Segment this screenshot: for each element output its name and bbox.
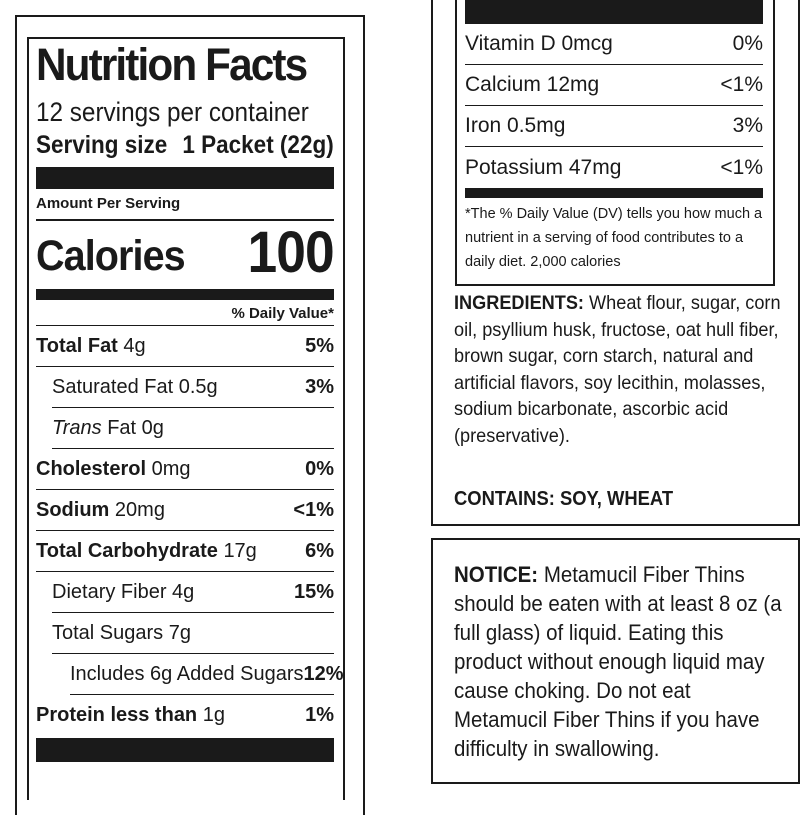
vitamin-label: Calcium 12mg [465,73,600,96]
nutrient-row-saturated-fat [52,367,334,408]
bottom-divider [36,738,334,762]
nutrient-dv: 6% [305,539,334,562]
vitamin-dv: 3% [732,114,763,137]
nutrient-amount: 17g [223,539,257,562]
nutrient-amount: 0.5g [178,375,218,398]
nutrient-name: Saturated Fat [52,375,174,398]
medium-divider [465,188,763,198]
ingredients-label: INGREDIENTS: [454,292,584,314]
calories-row [36,219,334,287]
nutrient-name: Sodium [36,498,110,521]
nutrient-name: Total Fat [36,334,118,357]
nutrient-row-dietary-fiber [52,572,334,613]
vitamin-label: Iron 0.5mg [465,114,566,137]
nutrient-row-total-carbohydrate [36,531,334,572]
calories-value: 100 [247,220,334,285]
nutrient-row-sodium [36,490,334,531]
nutrient-dv: 0% [305,457,334,480]
vitamin-dv: <1% [720,155,763,179]
nutrient-amount: 1g [202,704,225,726]
nutrient-row-cholesterol [36,449,334,490]
nutrient-dv: 5% [305,334,334,357]
medium-divider [36,289,334,300]
top-divider [465,0,763,24]
vitamin-label: Vitamin D 0mcg [465,32,613,55]
nutrient-name: Cholesterol [36,457,147,480]
thick-divider [36,167,334,189]
nutrient-dv: 3% [305,375,334,398]
nutrient-row-protein [36,695,334,736]
notice-text: Metamucil Fiber Thins should be eaten with at least 8 oz (a full glass) of liquid. Eating this product without enough liquid may cause choking. Do not eat Metamucil Fiber Thins if you have difficulty in swallowing. [454,562,782,761]
nutrient-name: Protein less than [36,704,198,726]
nutrient-row-added-sugars [70,654,344,695]
serving-size-value: 1 Packet (22g) [182,131,334,159]
nutrient-row-total-fat [36,326,334,367]
nutrient-amount: 4g [123,334,146,357]
nutrition-facts-panel [36,38,344,762]
nutrient-row-trans-fat [52,408,334,449]
allergen-contains: CONTAINS: SOY, WHEAT [454,488,674,510]
serving-size-label: Serving size [36,131,168,159]
nutrient-name: Total Carbohydrate [36,539,218,562]
daily-value-header: % Daily Value* [36,300,334,326]
notice-block [454,560,784,763]
nutrient-amount: 20mg [114,498,165,521]
nutrient-amount: 4g [172,580,195,603]
nutrient-row-total-sugars [52,613,334,654]
vitamin-dv: 0% [732,32,763,55]
nutrient-name-italic: Trans [52,416,102,439]
nutrient-name: Dietary Fiber [52,580,167,603]
nutrient-dv: 15% [293,580,334,603]
vitamins-panel [465,0,763,274]
nutrient-dv: 1% [305,704,334,726]
daily-value-footnote: *The % Daily Value (DV) tells you how much a nutrient in a serving of food contributes to a daily diet. 2,000 calories [465,206,763,270]
nutrient-name: Total Sugars [52,621,164,644]
amount-per-serving: Amount Per Serving [36,195,181,212]
nutrient-dv: <1% [293,498,334,521]
nutrient-dv: 12% [303,662,344,685]
nutrient-amount: 0g [141,416,164,439]
nutrient-name: Includes 6g Added Sugars [70,662,304,685]
ingredients-block [454,290,784,449]
vitamin-row [465,65,763,106]
vitamin-dv: <1% [720,73,763,96]
nutrient-name: Fat [107,416,137,439]
vitamin-label: Potassium 47mg [465,155,622,179]
nutrient-amount: 7g [168,621,191,644]
nutrition-title: Nutrition Facts [36,39,307,90]
vitamin-row [465,147,763,188]
serving-size [36,129,334,163]
calories-label: Calories [36,232,185,280]
ingredients-text: Wheat flour, sugar, corn oil, psyllium husk, fructose, oat hull fiber, brown sugar, corn starch, natural and artificial flavors, soy lecithin, molasses, sodium bicarbonate, ascorbic acid (preservative). [454,292,781,447]
servings-per-container: 12 servings per container [36,97,309,127]
notice-label: NOTICE: [454,562,539,587]
vitamin-row [465,106,763,147]
vitamin-row [465,24,763,65]
nutrient-amount: 0mg [151,457,191,480]
